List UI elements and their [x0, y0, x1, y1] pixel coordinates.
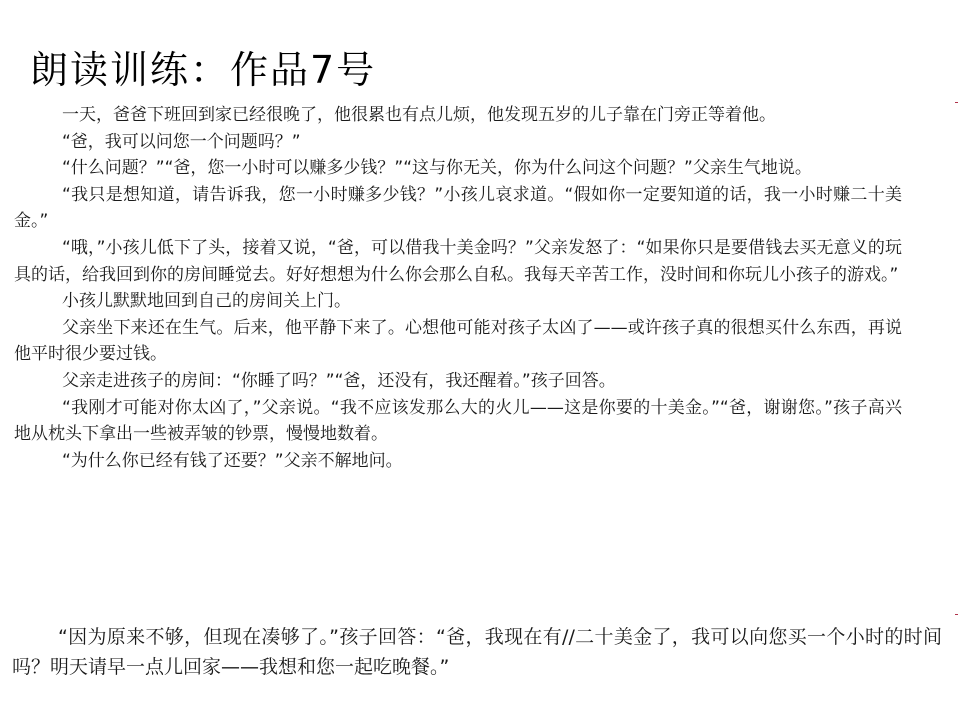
paragraph: “我刚才可能对你太凶了，”父亲说。“我不应该发那么大的火儿——这是你要的十美金。”“爸，谢谢您。”孩子高兴地从枕头下拿出一些被弄皱的钞票，慢慢地数着。	[14, 397, 902, 445]
paragraph: 父亲走进孩子的房间：“你睡了吗？”“爸，还没有，我还醒着。”孩子回答。	[62, 370, 616, 391]
paragraph: “为什么你已经有钱了还要？”父亲不解地问。	[62, 450, 403, 471]
paragraph: “哦，”小孩儿低下了头，接着又说，“爸，可以借我十美金吗？”父亲发怒了：“如果你只是要借钱去买无意义的玩具的话，给我回到你的房间睡觉去。好好想想为什么你会那么自私。我每天辛苦工作，没时间和你玩儿小孩子的游戏。”	[14, 237, 902, 285]
paragraph: “爸，我可以问您一个问题吗？”	[62, 131, 301, 152]
paragraph: 小孩儿默默地回到自己的房间关上门。	[62, 291, 351, 312]
paragraph: “我只是想知道，请告诉我，您一小时赚多少钱？”小孩儿哀求道。“假如你一定要知道的话，我一小时赚二十美金。”	[14, 184, 902, 232]
paragraph: 一天，爸爸下班回到家已经很晚了，他很累也有点儿烦，他发现五岁的儿子靠在门旁正等着他。	[62, 105, 776, 125]
edge-mark	[955, 614, 958, 615]
closing-passage	[12, 622, 942, 682]
passage-body	[14, 102, 902, 474]
edge-mark	[955, 102, 958, 103]
closing-paragraph: “因为原来不够，但现在凑够了。”孩子回答：“爸，我现在有//二十美金了，我可以向您买一个小时的时间吗？明天请早一点儿回家——我想和您一起吃晚餐。”	[12, 626, 942, 678]
paragraph: 父亲坐下来还在生气。后来，他平静下来了。心想他可能对孩子太凶了——或许孩子真的很想买什么东西，再说他平时很少要过钱。	[14, 317, 902, 365]
slide-title: 朗读训练：作品7号	[30, 48, 377, 92]
paragraph: “什么问题？”“爸，您一小时可以赚多少钱？”“这与你无关，你为什么问这个问题？”父亲生气地说。	[62, 158, 812, 179]
